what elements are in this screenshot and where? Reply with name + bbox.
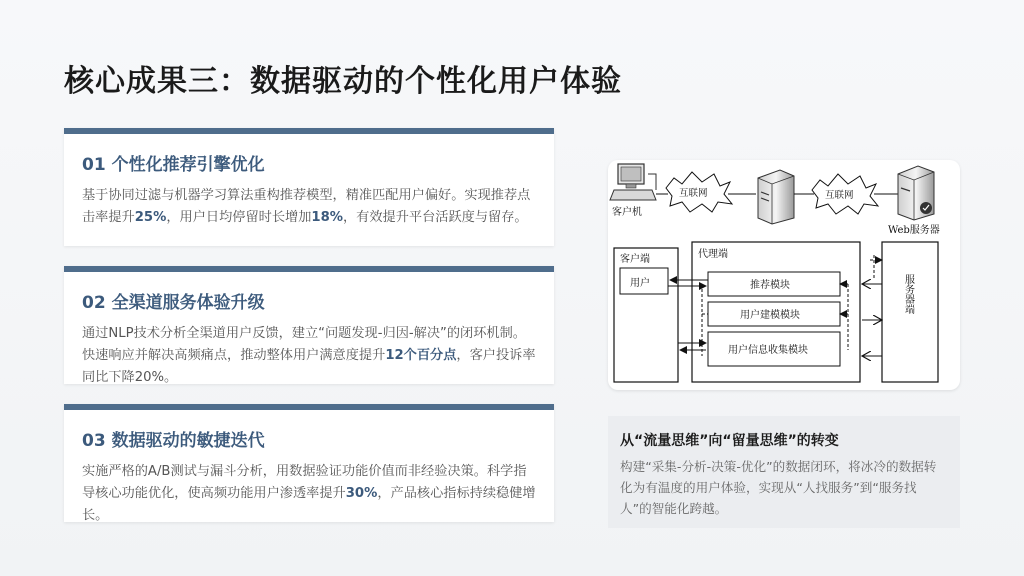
client-side-label: 客户端 (620, 254, 650, 265)
web-server-label: Web服务器 (888, 225, 940, 236)
client-pc-label: 客户机 (612, 207, 642, 218)
recommend-module-label: 推荐模块 (750, 280, 790, 291)
collect-module-label: 用户信息收集模块 (728, 345, 808, 356)
internet-label-1: 互联网 (679, 188, 708, 199)
achievement-card-omnichannel (64, 266, 554, 384)
architecture-diagram (608, 160, 960, 390)
card-heading: 01 个性化推荐引擎优化 (82, 155, 265, 175)
page-title: 核心成果三：数据驱动的个性化用户体验 (64, 64, 622, 99)
card-text: 基于协同过滤与机器学习算法重构推荐模型，精准匹配用户偏好。实现推荐点击率提升25%，用户日均停留时长增加18%，有效提升平台活跃度与留存。 (82, 188, 531, 225)
card-text: 通过NLP技术分析全渠道用户反馈，建立“问题发现-归因-解决”的闭环机制。快速响应并解决高频痛点，推动整体用户满意度提升12个百分点，客户投诉率同比下降20%。 (82, 326, 536, 385)
note-heading: 从“流量思维”向“留量思维”的转变 (620, 433, 839, 449)
achievement-card-agile (64, 404, 554, 522)
user-model-module-label: 用户建模模块 (740, 310, 800, 321)
server-side-label: 服务器端 (902, 274, 914, 314)
highlight-value: 25% (134, 210, 167, 225)
achievement-card-recommendation (64, 128, 554, 246)
card-heading: 03 数据驱动的敏捷迭代 (82, 431, 265, 451)
internet-label-2: 互联网 (825, 190, 854, 201)
note-text: 构建“采集-分析-决策-优化”的数据闭环，将冰冷的数据转化为有温度的用户体验，实现从“人找服务”到“服务找人”的智能化跨越。 (620, 459, 937, 516)
computer-icon (610, 164, 656, 200)
proxy-server-icon (758, 170, 794, 224)
proxy-side-label: 代理端 (698, 249, 728, 260)
highlight-value: 12个百分点 (385, 348, 457, 363)
highlight-value: 18% (311, 210, 343, 225)
summary-note (608, 416, 960, 528)
card-text: 实施严格的A/B测试与漏斗分析，用数据验证功能价值而非经验决策。科学指导核心功能优化，使高频功能用户渗透率提升30%，产品核心指标持续稳健增长。 (82, 464, 536, 523)
user-label: 用户 (630, 278, 650, 289)
card-heading: 02 全渠道服务体验升级 (82, 293, 265, 313)
web-server-icon (898, 166, 934, 220)
highlight-value: 30% (345, 486, 378, 501)
